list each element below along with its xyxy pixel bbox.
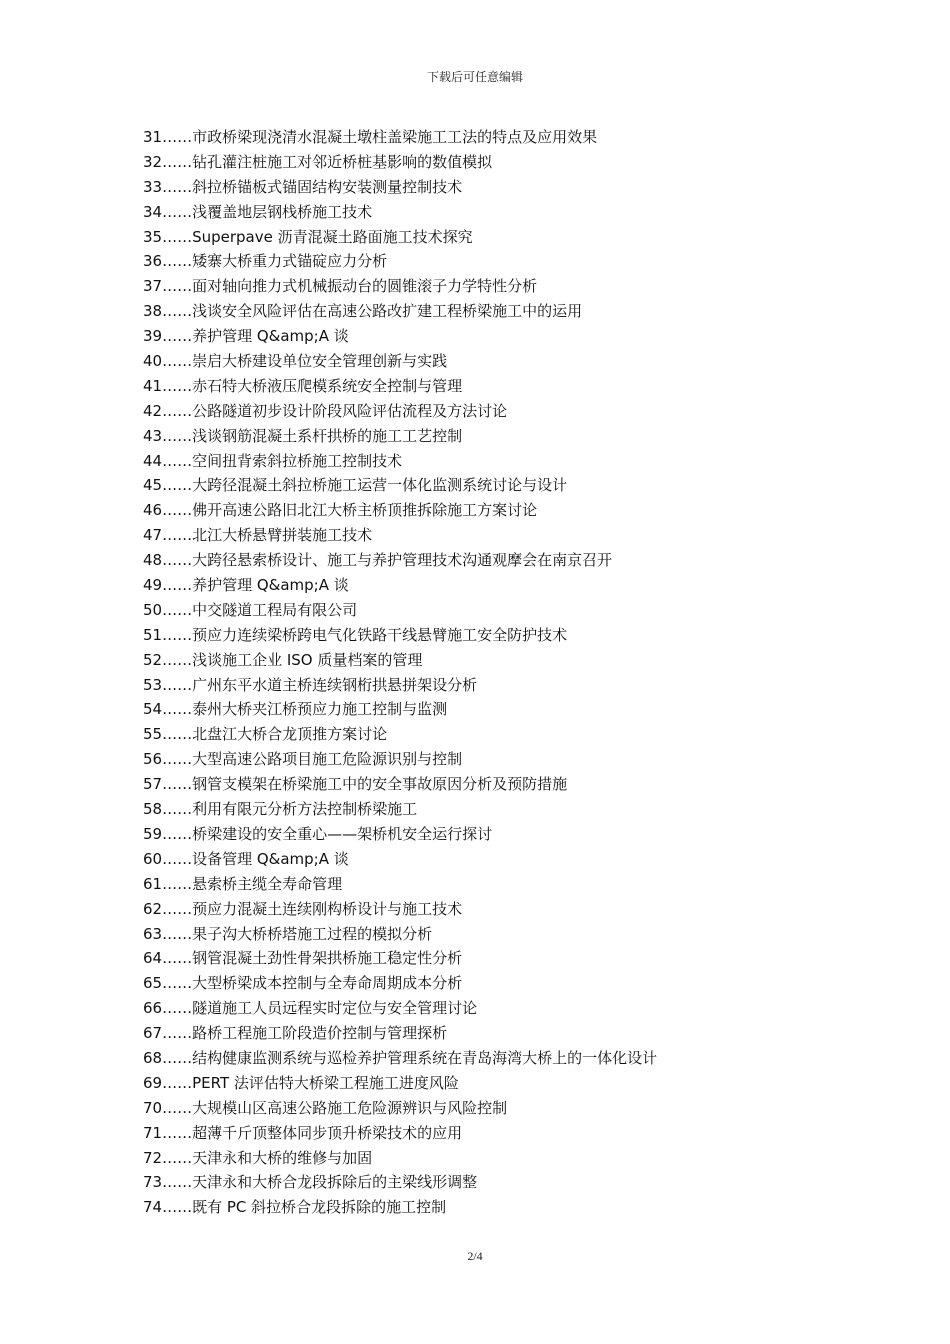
toc-item: 52……浅谈施工企业 ISO 质量档案的管理: [143, 650, 423, 669]
toc-item: 71……超薄千斤顶整体同步顶升桥梁技术的应用: [143, 1123, 463, 1142]
toc-item: 64……钢管混凝土劲性骨架拱桥施工稳定性分析: [143, 949, 463, 968]
toc-item: 59……桥梁建设的安全重心——架桥机安全运行探讨: [143, 824, 493, 843]
toc-item: 44……空间扭背索斜拉桥施工控制技术: [143, 451, 403, 470]
toc-item: 48……大跨径悬索桥设计、施工与养护管理技术沟通观摩会在南京召开: [143, 551, 613, 570]
toc-item: 37……面对轴向推力式机械振动台的圆锥滚子力学特性分析: [143, 277, 538, 296]
toc-item: 70……大规模山区高速公路施工危险源辨识与风险控制: [143, 1098, 508, 1117]
toc-list: [143, 125, 843, 1220]
toc-item: 61……悬索桥主缆全寿命管理: [143, 874, 343, 893]
toc-item: 56……大型高速公路项目施工危险源识别与控制: [143, 750, 463, 769]
toc-item: 73……天津永和大桥合龙段拆除后的主梁线形调整: [143, 1173, 478, 1192]
toc-item: 32……钻孔灌注桩施工对邻近桥桩基影响的数值模拟: [143, 152, 493, 171]
toc-item: 39……养护管理 Q&amp;A 谈: [143, 327, 349, 346]
toc-item: 47……北江大桥悬臂拼装施工技术: [143, 526, 373, 545]
toc-item: 68……结构健康监测系统与巡检养护管理系统在青岛海湾大桥上的一体化设计: [143, 1048, 658, 1067]
toc-item: 38……浅谈安全风险评估在高速公路改扩建工程桥梁施工中的运用: [143, 302, 583, 321]
toc-item: 72……天津永和大桥的维修与加固: [143, 1148, 373, 1167]
toc-item: 58……利用有限元分析方法控制桥梁施工: [143, 800, 418, 819]
toc-item: 45……大跨径混凝土斜拉桥施工运营一体化监测系统讨论与设计: [143, 476, 568, 495]
toc-item: 66……隧道施工人员远程实时定位与安全管理讨论: [143, 999, 478, 1018]
toc-item: 55……北盘江大桥合龙顶推方案讨论: [143, 725, 388, 744]
toc-item: 51……预应力连续梁桥跨电气化铁路干线悬臂施工安全防护技术: [143, 625, 568, 644]
page-header: 下载后可任意编辑: [426, 70, 523, 84]
page-number: 2/4: [467, 1249, 483, 1263]
toc-item: 63……果子沟大桥桥塔施工过程的模拟分析: [143, 924, 433, 943]
toc-item: 74……既有 PC 斜拉桥合龙段拆除的施工控制: [143, 1198, 447, 1217]
toc-item: 42……公路隧道初步设计阶段风险评估流程及方法讨论: [143, 401, 508, 420]
toc-item: 50……中交隧道工程局有限公司: [143, 600, 358, 619]
toc-item: 41……赤石特大桥液压爬模系统安全控制与管理: [143, 376, 463, 395]
toc-item: 57……钢管支模架在桥梁施工中的安全事故原因分析及预防措施: [143, 775, 568, 794]
toc-item: 31……市政桥梁现浇清水混凝土墩柱盖梁施工工法的特点及应用效果: [143, 128, 598, 146]
toc-item: 53……广州东平水道主桥连续钢桁拱悬拼架设分析: [143, 675, 478, 694]
toc-item: 67……路桥工程施工阶段造价控制与管理探析: [143, 1024, 448, 1043]
toc-item: 35……Superpave 沥青混凝土路面施工技术探究: [143, 227, 473, 246]
toc-item: 49……养护管理 Q&amp;A 谈: [143, 576, 349, 595]
toc-item: 60……设备管理 Q&amp;A 谈: [143, 849, 349, 868]
toc-item: 69……PERT 法评估特大桥梁工程施工进度风险: [143, 1073, 459, 1092]
toc-item: 46……佛开高速公路旧北江大桥主桥顶推拆除施工方案讨论: [143, 501, 538, 520]
toc-item: 40……崇启大桥建设单位安全管理创新与实践: [143, 352, 448, 371]
toc-item: 43……浅谈钢筋混凝土系杆拱桥的施工工艺控制: [143, 426, 463, 445]
toc-item: 33……斜拉桥锚板式锚固结构安装测量控制技术: [143, 177, 463, 196]
toc-item: 54……泰州大桥夹江桥预应力施工控制与监测: [143, 700, 448, 719]
toc-item: 65……大型桥梁成本控制与全寿命周期成本分析: [143, 974, 463, 993]
toc-item: 34……浅覆盖地层钢栈桥施工技术: [143, 202, 373, 221]
toc-item: 36……矮寨大桥重力式锚碇应力分析: [143, 252, 388, 271]
toc-item: 62……预应力混凝土连续刚构桥设计与施工技术: [143, 899, 463, 918]
